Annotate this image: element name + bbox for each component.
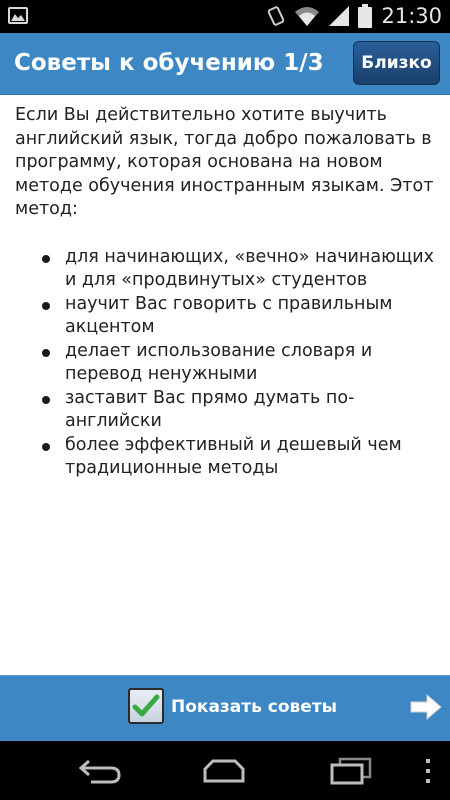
show-tips-label[interactable]: Показать советы	[171, 697, 338, 717]
intro-text: Если Вы действительно хотите выучить английский язык, тогда добро пожаловать в программу, которая основана на новом методе обучения иностранным языкам. Этот метод:	[15, 105, 434, 219]
signal-icon	[328, 5, 350, 27]
title-bar	[0, 33, 450, 95]
vibrate-icon	[266, 5, 286, 27]
footer-bar	[0, 675, 450, 741]
list-item: делает использование словаря и перевод ненужными	[15, 340, 437, 387]
bullet	[42, 255, 50, 263]
arrow-right-icon[interactable]	[410, 694, 442, 720]
tips-content	[15, 104, 437, 481]
bullet	[42, 349, 50, 357]
checkmark-icon	[132, 692, 160, 720]
list-item: более эффективный и дешевый чем традиционные методы	[15, 434, 437, 481]
bullet	[42, 396, 50, 404]
clock: 21:30	[381, 4, 442, 28]
list-item: научит Вас говорить с правильным акцентом	[15, 293, 437, 340]
list-item: для начинающих, «вечно» начинающих и для «продвинутых» студентов	[15, 246, 437, 293]
menu-icon[interactable]	[423, 757, 433, 785]
recent-apps-icon[interactable]	[328, 757, 374, 785]
home-icon[interactable]	[199, 759, 249, 783]
battery-icon	[358, 4, 372, 28]
show-tips-checkbox[interactable]	[128, 688, 164, 724]
list-item: заставит Вас прямо думать по-английски	[15, 387, 437, 434]
back-icon[interactable]	[77, 757, 123, 785]
status-bar	[0, 0, 450, 33]
wifi-icon	[294, 5, 320, 27]
page-title: Советы к обучению 1/3	[14, 50, 324, 76]
bullet	[42, 443, 50, 451]
gallery-notification-icon	[8, 7, 28, 24]
status-icons	[266, 4, 372, 28]
navigation-bar	[0, 741, 450, 800]
close-button[interactable]: Близко	[353, 41, 440, 85]
bullet	[42, 302, 50, 310]
tips-list	[15, 246, 437, 481]
